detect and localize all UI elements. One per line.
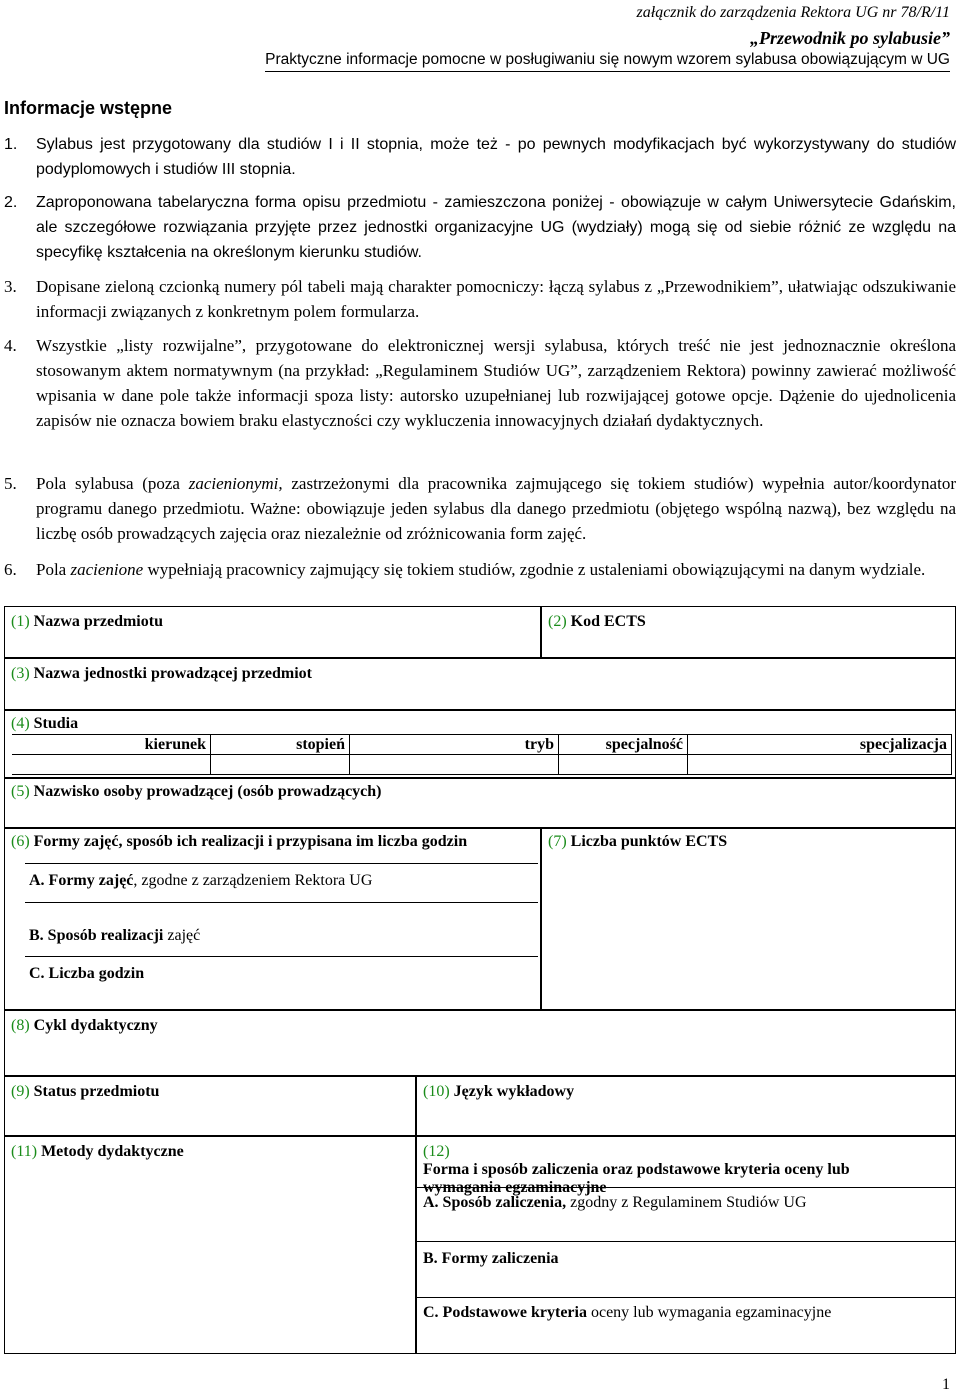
field-label: Status przedmiotu [33, 1083, 160, 1100]
field-studia: (4) Studia [4, 710, 956, 778]
field-label: Język wykładowy [453, 1083, 575, 1100]
field-jednostka[interactable]: (3) Nazwa jednostki prowadzącej przedmiot [4, 658, 956, 710]
field-label: Nazwisko osoby prowadzącej (osób prowadzących) [33, 783, 382, 800]
col-stopien: stopień [211, 735, 350, 755]
list-item: 5. Pola sylabusa (poza zacienionymi, zastrzeżonymi dla pracownika zajmującego się tokiem studiów) wypełnia autor/koordynator programu danego przedmiotu. Ważne: obowiązuje jeden sylabus dla danego przedmiotu (objętego wspólną nazwą), bez względu na liczbę osób prowadzących zajęcia oraz niezależnie od zróżnicowania form zajęć. [4, 474, 956, 543]
field-metody[interactable]: (11) Metody dydaktyczne [4, 1136, 416, 1354]
field-label: Cykl dydaktyczny [33, 1017, 158, 1034]
field-label: Formy zajęć, sposób ich realizacji i przypisana im liczba godzin [33, 833, 468, 850]
field-label: Studia [33, 715, 79, 732]
sub-formy[interactable]: A. Formy zajęć, zgodne z zarządzeniem Rektora UG [25, 863, 538, 903]
document-subtitle: Praktyczne informacje pomocne w posługiwaniu się nowym wzorem sylabusa obowiązującym w UG [265, 51, 950, 72]
field-forma-zaliczenia: (12) Forma i sposób zaliczenia oraz podstawowe kryteria oceny lub wymagania egzaminacyjne A. Sposób zaliczenia, zgodny z Regulaminem Studiów UG B. Formy zaliczenia C. Podstawowe kryteria oceny lub wymagania egzaminacyjne [416, 1136, 956, 1354]
sub-liczba-godzin[interactable]: C. Liczba godzin [29, 965, 145, 982]
studia-table [12, 734, 952, 775]
list-item: 4. Wszystkie „listy rozwijalne”, przygotowane do elektronicznej wersji sylabusa, których treść nie jest jednoznacznie określona stosowanym aktem normatywnym (na przykład: „Regulaminem Studiów UG”, zarządzeniem Rektora) powinny zawierać możliwość wpisania w dane pole także informacji spoza listy: autorsko uzupełnianej lub rozwijającej gotowe opcje. Dążenie do ujednolicenia zapisów nie oznacza bowiem braku elastyczności czy wykluczenia innowacyjnych działań dydaktycznych. [4, 336, 956, 430]
field-label: Kod ECTS [570, 613, 646, 630]
field-label: Metody dydaktyczne [41, 1143, 184, 1160]
input-kierunek[interactable] [12, 755, 211, 775]
page-number: 1 [942, 1376, 950, 1393]
field-label: Nazwa jednostki prowadzącej przedmiot [33, 665, 312, 682]
field-kod-ects[interactable]: (2) Kod ECTS [541, 606, 956, 658]
field-punkty-ects[interactable]: (7) Liczba punktów ECTS [541, 828, 956, 1010]
col-specjalnosc: specjalność [559, 735, 688, 755]
field-status[interactable]: (9) Status przedmiotu [4, 1076, 416, 1136]
list-item: 2. Zaproponowana tabelaryczna forma opisu przedmiotu - zamieszczona poniżej - obowiązuje w całym Uniwersytecie Gdańskim, ale szczegółowe rozwiązania przyjęte przez jednostki organizacyjne UG (wydziały) mogą się od siebie różnić ze względu na specyfikę kształcenia na określonym kierunku studiów. [4, 194, 956, 261]
input-specjalnosc[interactable] [559, 755, 688, 775]
field-label: Liczba punktów ECTS [570, 833, 728, 850]
input-stopien[interactable] [211, 755, 350, 775]
list-item: 3. Dopisane zieloną czcionką numery pól tabeli mają charakter pomocniczy: łączą sylabus z „Przewodnikiem”, ułatwiając odszukiwanie informacji związanych z konkretnym polem formularza. [4, 277, 956, 321]
list-item: 6. Pola zacienione wypełniają pracownicy zajmujący się tokiem studiów, zgodnie z ustaleniami obowiązującymi na danym wydziale. [4, 560, 926, 579]
sub-kryteria[interactable]: C. Podstawowe kryteria oceny lub wymagania egzaminacyjne [417, 1297, 955, 1353]
attachment-note: załącznik do zarządzenia Rektora UG nr 78/R/11 [636, 4, 950, 21]
sub-sposob-realizacji[interactable]: B. Sposób realizacji zajęć [25, 903, 538, 957]
section-title: Informacje wstępne [4, 98, 173, 118]
field-label: Forma i sposób zaliczenia oraz podstawowe kryteria oceny lub wymagania egzaminacyjne [423, 1161, 850, 1196]
field-prowadzacy[interactable]: (5) Nazwisko osoby prowadzącej (osób prowadzących) [4, 778, 956, 828]
field-formy-zajec: (6) Formy zajęć, sposób ich realizacji i przypisana im liczba godzin A. Formy zajęć, zgodne z zarządzeniem Rektora UG B. Sposób realizacji zajęć C. Liczba godzin [4, 828, 541, 1010]
field-nazwa-przedmiotu[interactable]: (1) Nazwa przedmiotu [4, 606, 541, 658]
sub-sposob-zaliczenia[interactable]: A. Sposób zaliczenia, zgodny z Regulaminem Studiów UG [417, 1187, 955, 1241]
field-jezyk[interactable]: (10) Język wykładowy [416, 1076, 956, 1136]
input-tryb[interactable] [350, 755, 559, 775]
field-cykl[interactable]: (8) Cykl dydaktyczny [4, 1010, 956, 1076]
sub-formy-zaliczenia[interactable]: B. Formy zaliczenia [417, 1241, 955, 1297]
col-tryb: tryb [350, 735, 559, 755]
col-specjalizacja: specjalizacja [688, 735, 952, 755]
field-label: Nazwa przedmiotu [33, 613, 163, 630]
document-title: „Przewodnik po sylabusie” [749, 28, 950, 48]
col-kierunek: kierunek [12, 735, 211, 755]
input-specjalizacja[interactable] [688, 755, 952, 775]
list-item: 1. Sylabus jest przygotowany dla studiów I i II stopnia, może też - po pewnych modyfikacjach być wykorzystywany do studiów podyplomowych i studiów III stopnia. [4, 136, 956, 178]
